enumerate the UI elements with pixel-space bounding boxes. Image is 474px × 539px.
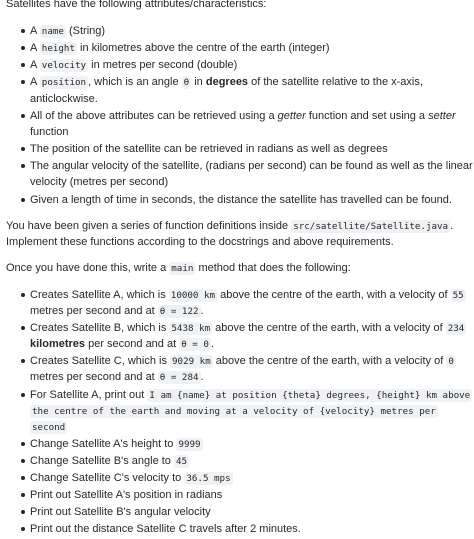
bullet bbox=[21, 63, 25, 67]
list-item-continuation: anticlockwise. bbox=[30, 93, 98, 105]
inline-code: θ = 0 bbox=[181, 339, 209, 350]
inline-code: 0 bbox=[448, 356, 454, 367]
step-create-satellite-c: Creates Satellite C, which is 9029 km above the centre of the earth, with a velocity of 0 bbox=[30, 355, 454, 367]
bullet bbox=[21, 476, 25, 480]
inline-code: 55 bbox=[452, 290, 464, 301]
list-item-distance: Given a length of time in seconds, the distance the satellite has travelled can be found. bbox=[30, 194, 452, 206]
inline-code: 45 bbox=[175, 456, 188, 467]
list-item-getter-setter: All of the above attributes can be retrieved using a getter function and set using a setter bbox=[30, 110, 456, 122]
step-print-radians: Print out Satellite A's position in radians bbox=[30, 489, 223, 501]
step-continuation: kilometres per second and at θ = 0 . bbox=[30, 338, 214, 350]
list-item-height-attr: A height in kilometres above the centre of the earth (integer) bbox=[30, 42, 330, 54]
inline-code: second bbox=[32, 422, 66, 433]
paragraph-main: Once you have done this, write a main method that does the following: bbox=[6, 262, 351, 274]
inline-code: main bbox=[171, 263, 194, 274]
paragraph-functions: You have been given a series of function definitions inside src/satellite/Satellite.java . bbox=[6, 220, 454, 232]
step-continuation: metres per second and at θ = 284 . bbox=[30, 371, 204, 383]
list-item-radians: The position of the satellite can be retrieved in radians as well as degrees bbox=[30, 143, 388, 155]
step-print-angular-velocity: Print out Satellite B's angular velocity bbox=[30, 506, 211, 518]
inline-code: height bbox=[41, 43, 75, 54]
bullet bbox=[21, 114, 25, 118]
inline-code: θ = 284 bbox=[159, 372, 199, 383]
inline-code: 10000 km bbox=[170, 290, 216, 301]
inline-code-path: src/satellite/Satellite.java bbox=[293, 221, 449, 232]
step-create-satellite-a: Creates Satellite A, which is 10000 km above the centre of the earth, with a velocity of 55 bbox=[30, 289, 464, 301]
bullet bbox=[21, 164, 25, 168]
bullet bbox=[21, 510, 25, 514]
step-change-velocity: Change Satellite C's velocity to 36.5 mps bbox=[30, 472, 231, 484]
step-print-distance: Print out the distance Satellite C travels after 2 minutes. bbox=[30, 523, 301, 535]
bullet bbox=[21, 198, 25, 202]
bullet bbox=[21, 359, 25, 363]
step-continuation: metres per second and at θ = 122 . bbox=[30, 305, 204, 317]
bullet bbox=[21, 459, 25, 463]
list-item-continuation: velocity (metres per second) bbox=[30, 176, 169, 188]
bullet bbox=[21, 29, 25, 33]
step-create-satellite-b: Creates Satellite B, which is 5438 km above the centre of the earth, with a velocity of 234 bbox=[30, 322, 465, 334]
bullet bbox=[21, 80, 25, 84]
step-change-angle: Change Satellite B's angle to 45 bbox=[30, 455, 188, 467]
intro-text: Satellites have the following attributes/characteristics: bbox=[6, 0, 267, 10]
bullet bbox=[21, 147, 25, 151]
bullet bbox=[21, 527, 25, 531]
inline-code: position bbox=[41, 77, 87, 88]
step-print-satellite-a: For Satellite A, print out I am {name} at position {theta} degrees, {height} km above bbox=[30, 389, 471, 401]
list-item-angular-velocity: The angular velocity of the satellite, (radians per second) can be found as well as the linear bbox=[30, 160, 473, 172]
list-item-position-attr: A position , which is an angle θ in degrees of the satellite relative to the x-axis, bbox=[30, 76, 423, 88]
step-continuation bbox=[30, 403, 438, 420]
inline-code: 5438 km bbox=[171, 323, 211, 334]
bullet bbox=[21, 442, 25, 446]
list-item-continuation: function bbox=[30, 126, 69, 138]
paragraph-functions-continuation: Implement these functions according to the docstrings and above requirements. bbox=[6, 236, 394, 248]
inline-code: θ = 122 bbox=[159, 306, 199, 317]
bullet bbox=[21, 393, 25, 397]
step-change-height: Change Satellite A's height to 9999 bbox=[30, 438, 201, 450]
inline-code: velocity bbox=[41, 60, 87, 71]
inline-code: 36.5 mps bbox=[186, 473, 231, 484]
inline-code: name bbox=[41, 26, 64, 37]
inline-code: θ bbox=[183, 77, 190, 88]
step-continuation bbox=[30, 419, 67, 436]
list-item-name-attr: A name (String) bbox=[30, 25, 106, 37]
inline-code: 9999 bbox=[178, 439, 201, 450]
bullet bbox=[21, 493, 25, 497]
inline-code: I am {name} at position {theta} degrees, {height} km above bbox=[149, 390, 471, 401]
list-item-velocity-attr: A velocity in metres per second (double) bbox=[30, 59, 238, 71]
bullet bbox=[21, 293, 25, 297]
bullet bbox=[21, 46, 25, 50]
bullet bbox=[21, 326, 25, 330]
inline-code: 234 bbox=[447, 323, 465, 334]
inline-code: 9029 km bbox=[172, 356, 211, 367]
inline-code: the centre of the earth and moving at a velocity of {velocity} metres per bbox=[32, 406, 436, 417]
